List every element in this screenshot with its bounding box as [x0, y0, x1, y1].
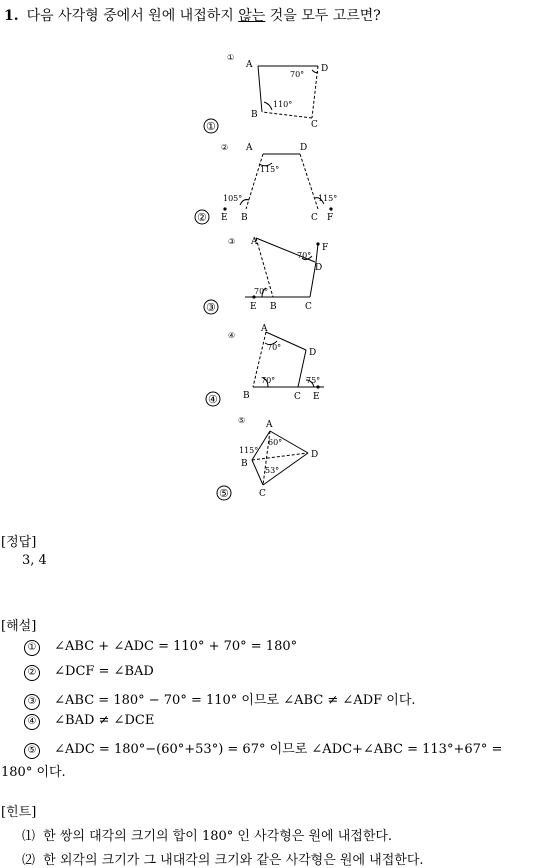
explanation-item-5	[24, 738, 502, 759]
fig5-vertex-d: D	[311, 450, 319, 460]
fig5-vertex-c: C	[259, 489, 266, 499]
fig3-vertex-b: B	[270, 302, 277, 312]
fig3-vertex-a: A	[251, 237, 258, 247]
explanation-item-1	[24, 639, 297, 656]
explanation-item-2	[24, 664, 154, 681]
fig5-angle-a: 60°	[268, 438, 283, 447]
fig2-label: ②	[197, 211, 207, 224]
fig2-vertex-a: A	[246, 143, 253, 153]
fig2-marker: ②	[221, 143, 229, 152]
fig4-vertex-c: C	[294, 392, 301, 402]
fig3-marker: ③	[228, 237, 236, 246]
question-underlined: 않는	[238, 8, 266, 24]
fig4-vertex-a: A	[261, 324, 268, 334]
fig3-angle-d: 70°	[297, 251, 312, 260]
fig3-vertex-f: F	[322, 243, 329, 253]
answer-value: 3, 4	[22, 553, 47, 568]
fig1-marker: ①	[227, 53, 235, 62]
explanation-heading: [해설]	[1, 619, 37, 634]
hint-heading: [힌트]	[1, 805, 37, 820]
fig5-angle-b: 115°	[239, 446, 259, 455]
explanation-num-5: ⑤	[24, 743, 40, 759]
explanation-text-3: ∠ABC = 180° − 70° = 110° 이므로 ∠ABC ≠ ∠ADF 이다.	[54, 693, 416, 708]
fig2-angle-ext-c: 115°	[318, 194, 338, 203]
explanation-item-6: 180° 이다.	[1, 765, 66, 780]
explanation-item-3	[24, 689, 416, 710]
fig1-vertex-c: C	[311, 120, 318, 130]
answer-heading: [정답]	[1, 535, 37, 550]
hint-item-2	[22, 849, 424, 868]
fig5-vertex-a: A	[266, 420, 273, 430]
fig2-vertex-d: D	[300, 143, 308, 153]
fig4-vertex-e: E	[313, 392, 320, 402]
fig4-angle-ext-c: 75°	[306, 376, 321, 385]
fig4-label: ④	[208, 393, 218, 406]
fig3-vertex-d: D	[315, 263, 323, 273]
fig3-angle-ext-b: 70°	[254, 287, 269, 296]
fig4-vertex-b: B	[243, 391, 250, 401]
explanation-text-4: ∠BAD ≠ ∠DCE	[54, 713, 155, 728]
fig5-marker: ⑤	[238, 416, 246, 425]
fig1-vertex-b: B	[251, 110, 258, 120]
fig4-marker: ④	[228, 331, 236, 340]
explanation-text-1: ∠ABC + ∠ADC = 110° + 70° = 180°	[54, 639, 298, 654]
explanation-num-4: ④	[24, 714, 40, 730]
figure-2	[240, 154, 324, 209]
fig3-vertex-e: E	[250, 302, 257, 312]
fig5-vertex-b: B	[241, 459, 248, 469]
fig3-label: ③	[206, 301, 216, 314]
fig3-vertex-c: C	[305, 302, 312, 312]
explanation-text-5: ∠ADC = 180°−(60°+53°) = 67° 이므로 ∠ADC+∠ABC = 113°+67° =	[54, 742, 503, 757]
fig1-vertex-d: D	[321, 64, 329, 74]
fig1-angle-d: 70°	[290, 70, 305, 79]
fig2-angle-a: 115°	[260, 165, 280, 174]
explanation-num-1: ①	[24, 640, 40, 656]
hint-text-2: 한 외각의 크기가 그 내대각의 크기와 같은 사각형은 원에 내접한다.	[43, 853, 424, 868]
fig2-angle-ext-b: 105°	[223, 194, 243, 203]
fig4-angle-a: 70°	[267, 343, 282, 352]
fig5-angle-c: 53°	[265, 466, 280, 475]
fig1-label: ①	[206, 120, 216, 133]
fig4-vertex-d: D	[309, 348, 317, 358]
question-number: 1.	[4, 8, 19, 24]
explanation-item-4	[24, 713, 154, 730]
hint-item-1	[22, 825, 392, 844]
hint-text-1: 한 쌍의 대각의 크기의 합이 180° 인 사각형은 원에 내접한다.	[43, 829, 393, 844]
fig1-angle-b: 110°	[273, 100, 293, 109]
fig2-vertex-e: E	[221, 213, 228, 223]
fig2-vertex-b: B	[241, 213, 248, 223]
fig1-vertex-a: A	[246, 60, 253, 70]
hint-num-2: ⑵	[22, 853, 36, 868]
explanation-num-3: ③	[24, 694, 40, 710]
question-text-before: 다음 사각형 중에서 원에 내접하지	[26, 8, 234, 24]
explanation-text-2: ∠DCF = ∠BAD	[54, 664, 154, 679]
fig5-label: ⑤	[219, 487, 229, 500]
fig4-angle-b: 70°	[261, 376, 276, 385]
figure-1	[258, 66, 318, 118]
fig2-vertex-c: C	[311, 213, 318, 223]
question-text-after: 것을 모두 고르면?	[269, 8, 381, 24]
explanation-num-2: ②	[24, 665, 40, 681]
hint-num-1: ⑴	[22, 829, 36, 844]
fig2-vertex-f: F	[327, 213, 334, 223]
